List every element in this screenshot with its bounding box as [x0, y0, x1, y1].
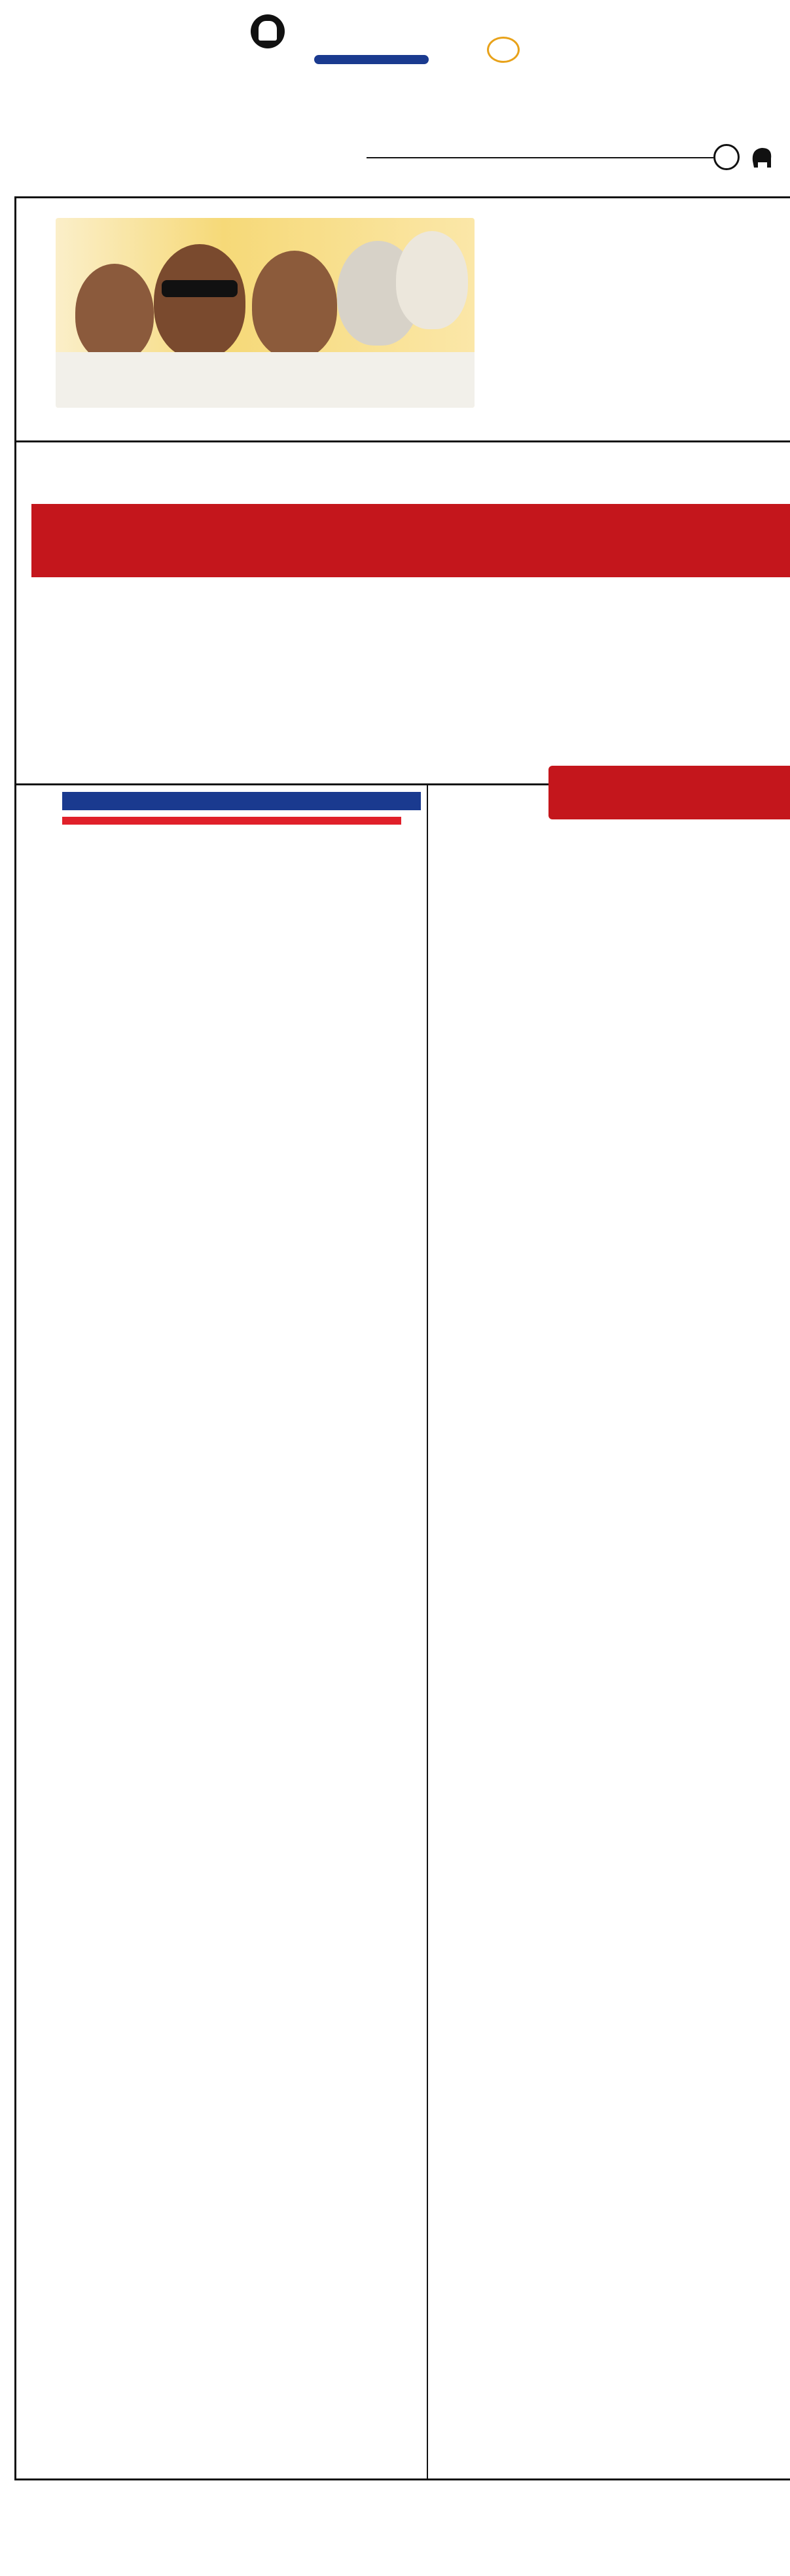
logo-emblem-icon [251, 14, 285, 48]
column-left [62, 792, 421, 831]
elephant-icon [749, 141, 775, 170]
red-banner [31, 504, 790, 577]
logo-ribbon [314, 55, 429, 64]
sun-emblem-icon [713, 144, 740, 170]
hero-divider [16, 440, 790, 442]
district-header [548, 766, 790, 819]
leaders-portrait [56, 218, 475, 408]
column-divider [427, 785, 428, 2480]
anniversary-ring-icon [487, 37, 520, 63]
column-right [435, 831, 790, 836]
constituency-header [62, 792, 421, 810]
masthead [0, 0, 790, 72]
dateline-rule [367, 157, 713, 158]
union-tag [62, 817, 401, 825]
